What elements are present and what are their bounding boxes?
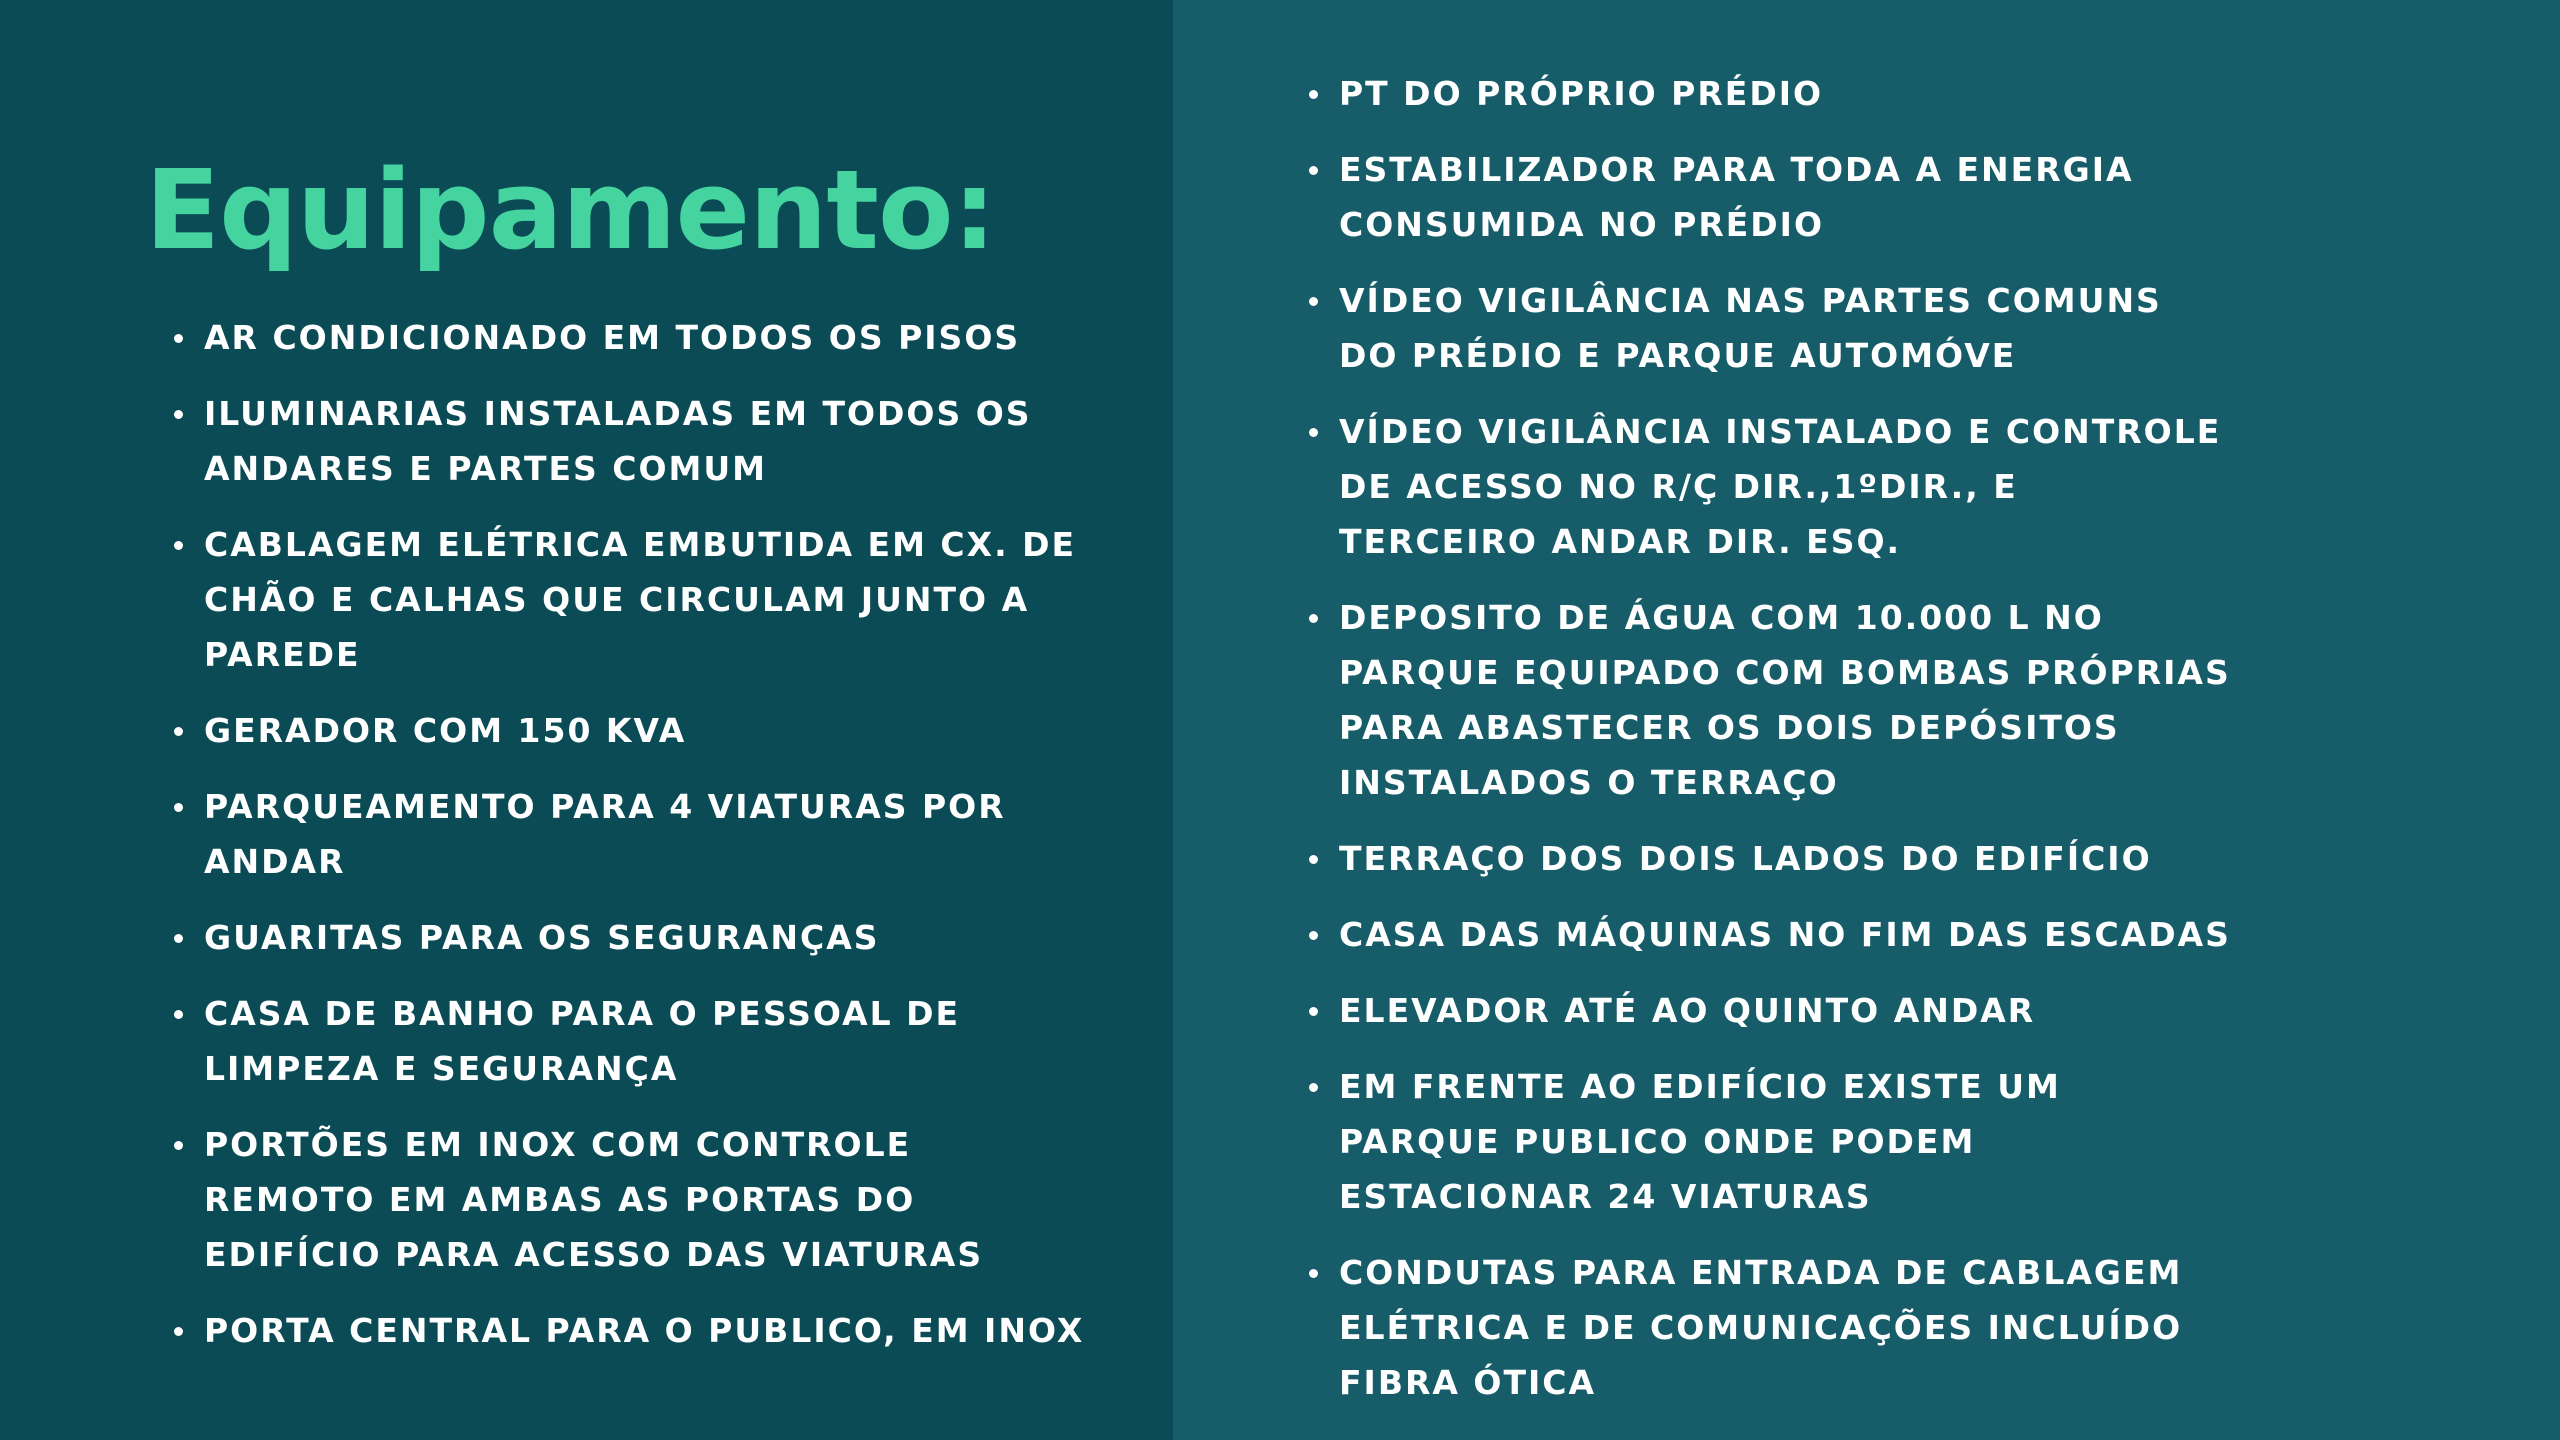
bullet-icon xyxy=(1309,1083,1318,1092)
list-item xyxy=(1305,66,2505,121)
list-item xyxy=(1305,1245,2505,1410)
list-item xyxy=(170,386,1110,496)
list-item xyxy=(170,779,1110,889)
bullet-icon xyxy=(1309,931,1318,940)
bullet-icon xyxy=(174,334,183,343)
list-item xyxy=(1305,404,2505,569)
list-item-line: REMOTO EM AMBAS AS PORTAS DO xyxy=(204,1180,916,1219)
list-item xyxy=(170,517,1110,682)
bullet-icon xyxy=(1309,1269,1318,1278)
list-item-line: CASA DE BANHO PARA O PESSOAL DE xyxy=(204,994,961,1033)
list-item-line: FIBRA ÓTICA xyxy=(1339,1363,1597,1402)
list-item-line: VÍDEO VIGILÂNCIA NAS PARTES COMUNS xyxy=(1339,281,2162,320)
list-item-line: CONDUTAS PARA ENTRADA DE CABLAGEM xyxy=(1339,1253,2183,1292)
bullet-icon xyxy=(174,1141,183,1150)
list-item xyxy=(170,703,1110,758)
bullet-icon xyxy=(1309,90,1318,99)
list-item-line: ESTABILIZADOR PARA TODA A ENERGIA xyxy=(1339,150,2134,189)
bullet-icon xyxy=(174,1327,183,1336)
list-item-line: ELÉTRICA E DE COMUNICAÇÕES INCLUÍDO xyxy=(1339,1308,2183,1347)
list-item-line: VÍDEO VIGILÂNCIA INSTALADO E CONTROLE xyxy=(1339,412,2222,451)
list-item-line: LIMPEZA E SEGURANÇA xyxy=(204,1049,679,1088)
bullet-icon xyxy=(1309,166,1318,175)
list-item-line: DE ACESSO NO R/Ç DIR.,1ºDIR., E xyxy=(1339,467,2018,506)
list-item xyxy=(1305,983,2505,1038)
right-equipment-list xyxy=(1305,66,2505,1431)
list-item-line: EDIFÍCIO PARA ACESSO DAS VIATURAS xyxy=(204,1235,984,1274)
list-item-line: GUARITAS PARA OS SEGURANÇAS xyxy=(204,918,880,957)
bullet-icon xyxy=(1309,428,1318,437)
list-item-line: PARA ABASTECER OS DOIS DEPÓSITOS xyxy=(1339,708,2120,747)
list-item-line: DO PRÉDIO E PARQUE AUTOMÓVE xyxy=(1339,336,2017,375)
list-item xyxy=(1305,142,2505,252)
bullet-icon xyxy=(174,541,183,550)
bullet-icon xyxy=(1309,855,1318,864)
list-item-line: PARQUE EQUIPADO COM BOMBAS PRÓPRIAS xyxy=(1339,653,2231,692)
list-item-line: ILUMINARIAS INSTALADAS EM TODOS OS xyxy=(204,394,1032,433)
list-item-line: ELEVADOR ATÉ AO QUINTO ANDAR xyxy=(1339,991,2036,1030)
list-item xyxy=(170,1303,1110,1358)
list-item xyxy=(170,1117,1110,1282)
left-equipment-list xyxy=(170,310,1110,1379)
list-item xyxy=(170,310,1110,365)
list-item-line: ANDARES E PARTES COMUM xyxy=(204,449,768,488)
bullet-icon xyxy=(1309,297,1318,306)
page-title: Equipamento: xyxy=(145,146,996,274)
list-item xyxy=(1305,590,2505,810)
bullet-icon xyxy=(174,934,183,943)
list-item-line: CONSUMIDA NO PRÉDIO xyxy=(1339,205,1825,244)
list-item-line: PORTA CENTRAL PARA O PUBLICO, EM INOX xyxy=(204,1311,1085,1350)
list-item xyxy=(1305,831,2505,886)
list-item xyxy=(1305,273,2505,383)
list-item-line: TERCEIRO ANDAR DIR. ESQ. xyxy=(1339,522,1902,561)
bullet-icon xyxy=(174,803,183,812)
bullet-icon xyxy=(174,410,183,419)
list-item-line: GERADOR COM 150 KVA xyxy=(204,711,687,750)
bullet-icon xyxy=(174,1010,183,1019)
list-item-line: PT DO PRÓPRIO PRÉDIO xyxy=(1339,74,1824,113)
list-item-line: DEPOSITO DE ÁGUA COM 10.000 L NO xyxy=(1339,598,2104,637)
list-item-line: ESTACIONAR 24 VIATURAS xyxy=(1339,1177,1872,1216)
list-item-line: PARQUEAMENTO PARA 4 VIATURAS POR xyxy=(204,787,1006,826)
list-item-line: ANDAR xyxy=(204,842,346,881)
list-item-line: CASA DAS MÁQUINAS NO FIM DAS ESCADAS xyxy=(1339,915,2231,954)
list-item-line: AR CONDICIONADO EM TODOS OS PISOS xyxy=(204,318,1021,357)
list-item-line: TERRAÇO DOS DOIS LADOS DO EDIFÍCIO xyxy=(1339,839,2152,878)
list-item-line: EM FRENTE AO EDIFÍCIO EXISTE UM xyxy=(1339,1067,2061,1106)
list-item xyxy=(170,986,1110,1096)
list-item-line: PORTÕES EM INOX COM CONTROLE xyxy=(204,1125,912,1164)
list-item xyxy=(1305,907,2505,962)
list-item xyxy=(170,910,1110,965)
bullet-icon xyxy=(1309,1007,1318,1016)
list-item-line: PARQUE PUBLICO ONDE PODEM xyxy=(1339,1122,1976,1161)
list-item-line: INSTALADOS O TERRAÇO xyxy=(1339,763,1839,802)
list-item xyxy=(1305,1059,2505,1224)
list-item-line: CABLAGEM ELÉTRICA EMBUTIDA EM CX. DE xyxy=(204,525,1077,564)
bullet-icon xyxy=(1309,614,1318,623)
list-item-line: PAREDE xyxy=(204,635,361,674)
bullet-icon xyxy=(174,727,183,736)
list-item-line: CHÃO E CALHAS QUE CIRCULAM JUNTO A xyxy=(204,580,1030,619)
